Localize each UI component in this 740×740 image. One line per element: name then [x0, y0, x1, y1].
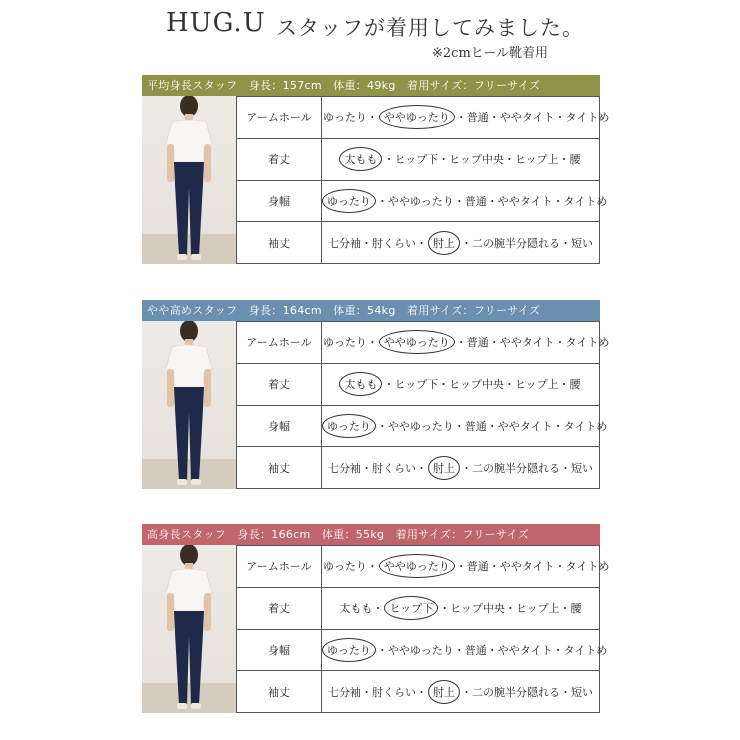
fit-options	[322, 222, 600, 264]
fit-label: 着丈	[237, 587, 322, 629]
table-row	[237, 322, 600, 364]
option-text: ・ややゆったり・普通・ややタイト・タイトめ	[376, 419, 608, 433]
table-row	[237, 629, 600, 671]
table-row	[237, 671, 600, 713]
fit-label: 身幅	[237, 180, 322, 222]
fit-options	[322, 447, 600, 489]
fit-options	[322, 322, 610, 364]
selected-option: 肘上	[428, 231, 460, 255]
staff-section	[142, 524, 610, 713]
selected-option: 太もも	[339, 147, 382, 171]
option-text: ・普通・ややタイト・タイトめ	[455, 560, 610, 574]
table-row	[237, 138, 600, 180]
fit-label: アームホール	[237, 546, 322, 588]
fit-options	[322, 405, 608, 447]
fit-table	[236, 545, 610, 713]
table-row	[237, 405, 600, 447]
fit-label: 袖丈	[237, 222, 322, 264]
table-row	[237, 447, 600, 489]
option-text: ゆったり・	[323, 336, 378, 350]
staff-photo	[142, 545, 236, 713]
table-row	[237, 180, 600, 222]
option-text: ゆったり・	[323, 111, 378, 125]
staff-info-bar: やや高めスタッフ 身長：164cm 体重：54kg 着用サイズ：フリーサイズ	[142, 300, 600, 321]
fit-options	[322, 138, 600, 180]
selected-option: ややゆったり	[379, 105, 455, 129]
option-text: 七分袖・肘くらい・	[328, 461, 427, 475]
fit-options	[322, 180, 608, 222]
option-text: ・二の腕半分隠れる・短い	[461, 685, 593, 699]
option-text: ・ヒップ下・ヒップ中央・ヒップ上・腰	[383, 153, 581, 167]
staff-photo	[142, 96, 236, 264]
heel-note: ※2cmヒール靴着用	[432, 46, 548, 61]
option-text: 七分袖・肘くらい・	[328, 236, 427, 250]
fit-label: 袖丈	[237, 671, 322, 713]
table-row	[237, 363, 600, 405]
fit-table	[236, 321, 610, 489]
fit-label: 身幅	[237, 405, 322, 447]
selected-option: 肘上	[428, 456, 460, 480]
fit-label: 袖丈	[237, 447, 322, 489]
fit-options	[322, 671, 600, 713]
option-text: ・ややゆったり・普通・ややタイト・タイトめ	[376, 194, 608, 208]
table-row	[237, 546, 600, 588]
fit-table	[236, 96, 610, 264]
selected-option: ゆったり	[322, 638, 376, 662]
staff-section	[142, 300, 610, 489]
selected-option: ややゆったり	[379, 330, 455, 354]
option-text: ・ヒップ下・ヒップ中央・ヒップ上・腰	[383, 378, 581, 392]
option-text: ゆったり・	[323, 560, 378, 574]
brand-logo: HUG.U	[166, 8, 266, 38]
staff-figure	[142, 545, 236, 713]
page-header	[0, 0, 740, 70]
option-text: ・ヒップ中央・ヒップ上・腰	[439, 602, 582, 616]
section-body	[142, 545, 610, 713]
option-text: 太もも・	[339, 602, 384, 616]
selected-option: ややゆったり	[379, 554, 455, 578]
selected-option: ヒップ下	[384, 596, 438, 620]
fit-label: アームホール	[237, 322, 322, 364]
fit-options	[322, 587, 600, 629]
option-text: ・ややゆったり・普通・ややタイト・タイトめ	[376, 643, 608, 657]
table-row	[237, 587, 600, 629]
table-row	[237, 222, 600, 264]
option-text: ・二の腕半分隠れる・短い	[461, 236, 593, 250]
selected-option: ゆったり	[322, 414, 376, 438]
table-row	[237, 97, 600, 139]
fit-label: アームホール	[237, 97, 322, 139]
fit-label: 着丈	[237, 363, 322, 405]
fit-label: 身幅	[237, 629, 322, 671]
section-body	[142, 96, 610, 264]
fit-options	[322, 363, 600, 405]
staff-info-bar: 平均身長スタッフ 身長：157cm 体重：49kg 着用サイズ：フリーサイズ	[142, 75, 600, 96]
page-headline: スタッフが着用してみました。	[276, 16, 584, 40]
section-body	[142, 321, 610, 489]
option-text: ・普通・ややタイト・タイトめ	[455, 111, 610, 125]
fit-options	[322, 546, 610, 588]
option-text: ・二の腕半分隠れる・短い	[461, 461, 593, 475]
selected-option: 肘上	[428, 680, 460, 704]
option-text: ・普通・ややタイト・タイトめ	[455, 336, 610, 350]
fit-options	[322, 97, 610, 139]
staff-photo	[142, 321, 236, 489]
fit-options	[322, 629, 608, 671]
staff-section	[142, 75, 610, 264]
option-text: 七分袖・肘くらい・	[328, 685, 427, 699]
staff-info-bar: 高身長スタッフ 身長：166cm 体重：55kg 着用サイズ：フリーサイズ	[142, 524, 600, 545]
staff-figure	[142, 96, 236, 264]
selected-option: ゆったり	[322, 189, 376, 213]
staff-figure	[142, 321, 236, 489]
selected-option: 太もも	[339, 372, 382, 396]
fit-label: 着丈	[237, 138, 322, 180]
